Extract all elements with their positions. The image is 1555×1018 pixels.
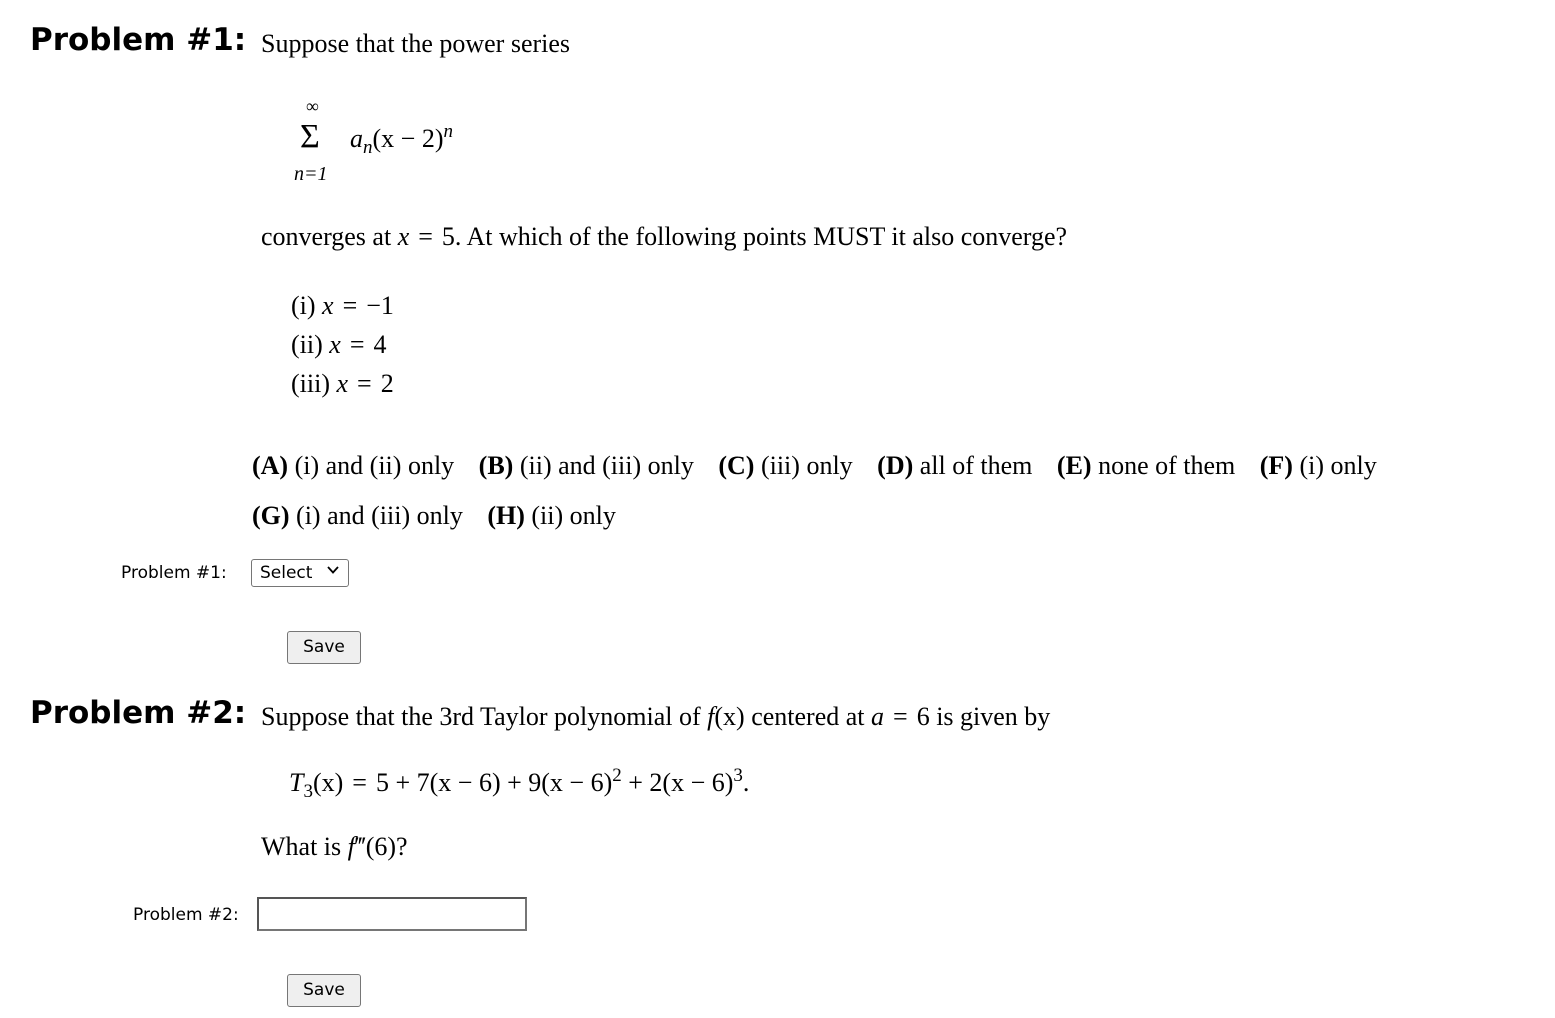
choice-d: (D) all of them: [877, 451, 1033, 480]
point-item: (iii) x = 2: [291, 369, 394, 398]
choice-g: (G) (i) and (iii) only: [252, 501, 463, 530]
problem-1-save-button[interactable]: Save: [287, 631, 361, 664]
problem-1-intro: Suppose that the power series: [261, 29, 571, 58]
taylor-polynomial-formula: $T_3(x) = 5 + 7(x - 6) + 9(x - 6)^2 + 2(x - 6)^3$.: [289, 765, 750, 802]
choice-h: (H) (ii) only: [487, 501, 616, 530]
sigma-symbol: Σ: [300, 118, 320, 155]
point-item: (ii) x = 4: [291, 330, 387, 359]
choice-e: (E) none of them: [1056, 451, 1236, 480]
problem-1-answer-label: Problem #1:: [121, 563, 227, 583]
problem-2-heading: Problem #2:: [30, 695, 247, 731]
series-lower-limit: n=1: [294, 163, 328, 185]
problem-2-answer-input[interactable]: [257, 897, 527, 931]
answer-choices-row-1: [252, 451, 1395, 481]
choice-c: (C) (iii) only: [718, 451, 853, 480]
problem-2-save-button[interactable]: Save: [287, 974, 361, 1007]
problem-1-heading: Problem #1:: [30, 22, 247, 58]
select-value: Select: [260, 563, 313, 583]
series-term: $a_n(x - 2)^n$: [350, 121, 453, 158]
choice-b: (B) (ii) and (iii) only: [478, 451, 694, 480]
choice-a: (A) (i) and (ii) only: [252, 451, 455, 480]
choice-f: (F) (i) only: [1259, 451, 1377, 480]
chevron-down-icon: [326, 563, 340, 577]
answer-choices-row-2: [252, 501, 634, 531]
problem-1-statement: converges at x = 5. At which of the following points MUST it also converge?: [261, 222, 1068, 251]
problem-2-answer-label: Problem #2:: [133, 905, 239, 925]
series-upper-limit: ∞: [306, 96, 319, 116]
problem-2-intro: Suppose that the 3rd Taylor polynomial of f(x) centered at a = 6 is given by: [261, 702, 1051, 731]
point-item: (i) x = −1: [291, 291, 394, 320]
problem-2-question: What is f‴(6)?: [261, 832, 408, 861]
problem-1-answer-select[interactable]: [251, 559, 349, 587]
